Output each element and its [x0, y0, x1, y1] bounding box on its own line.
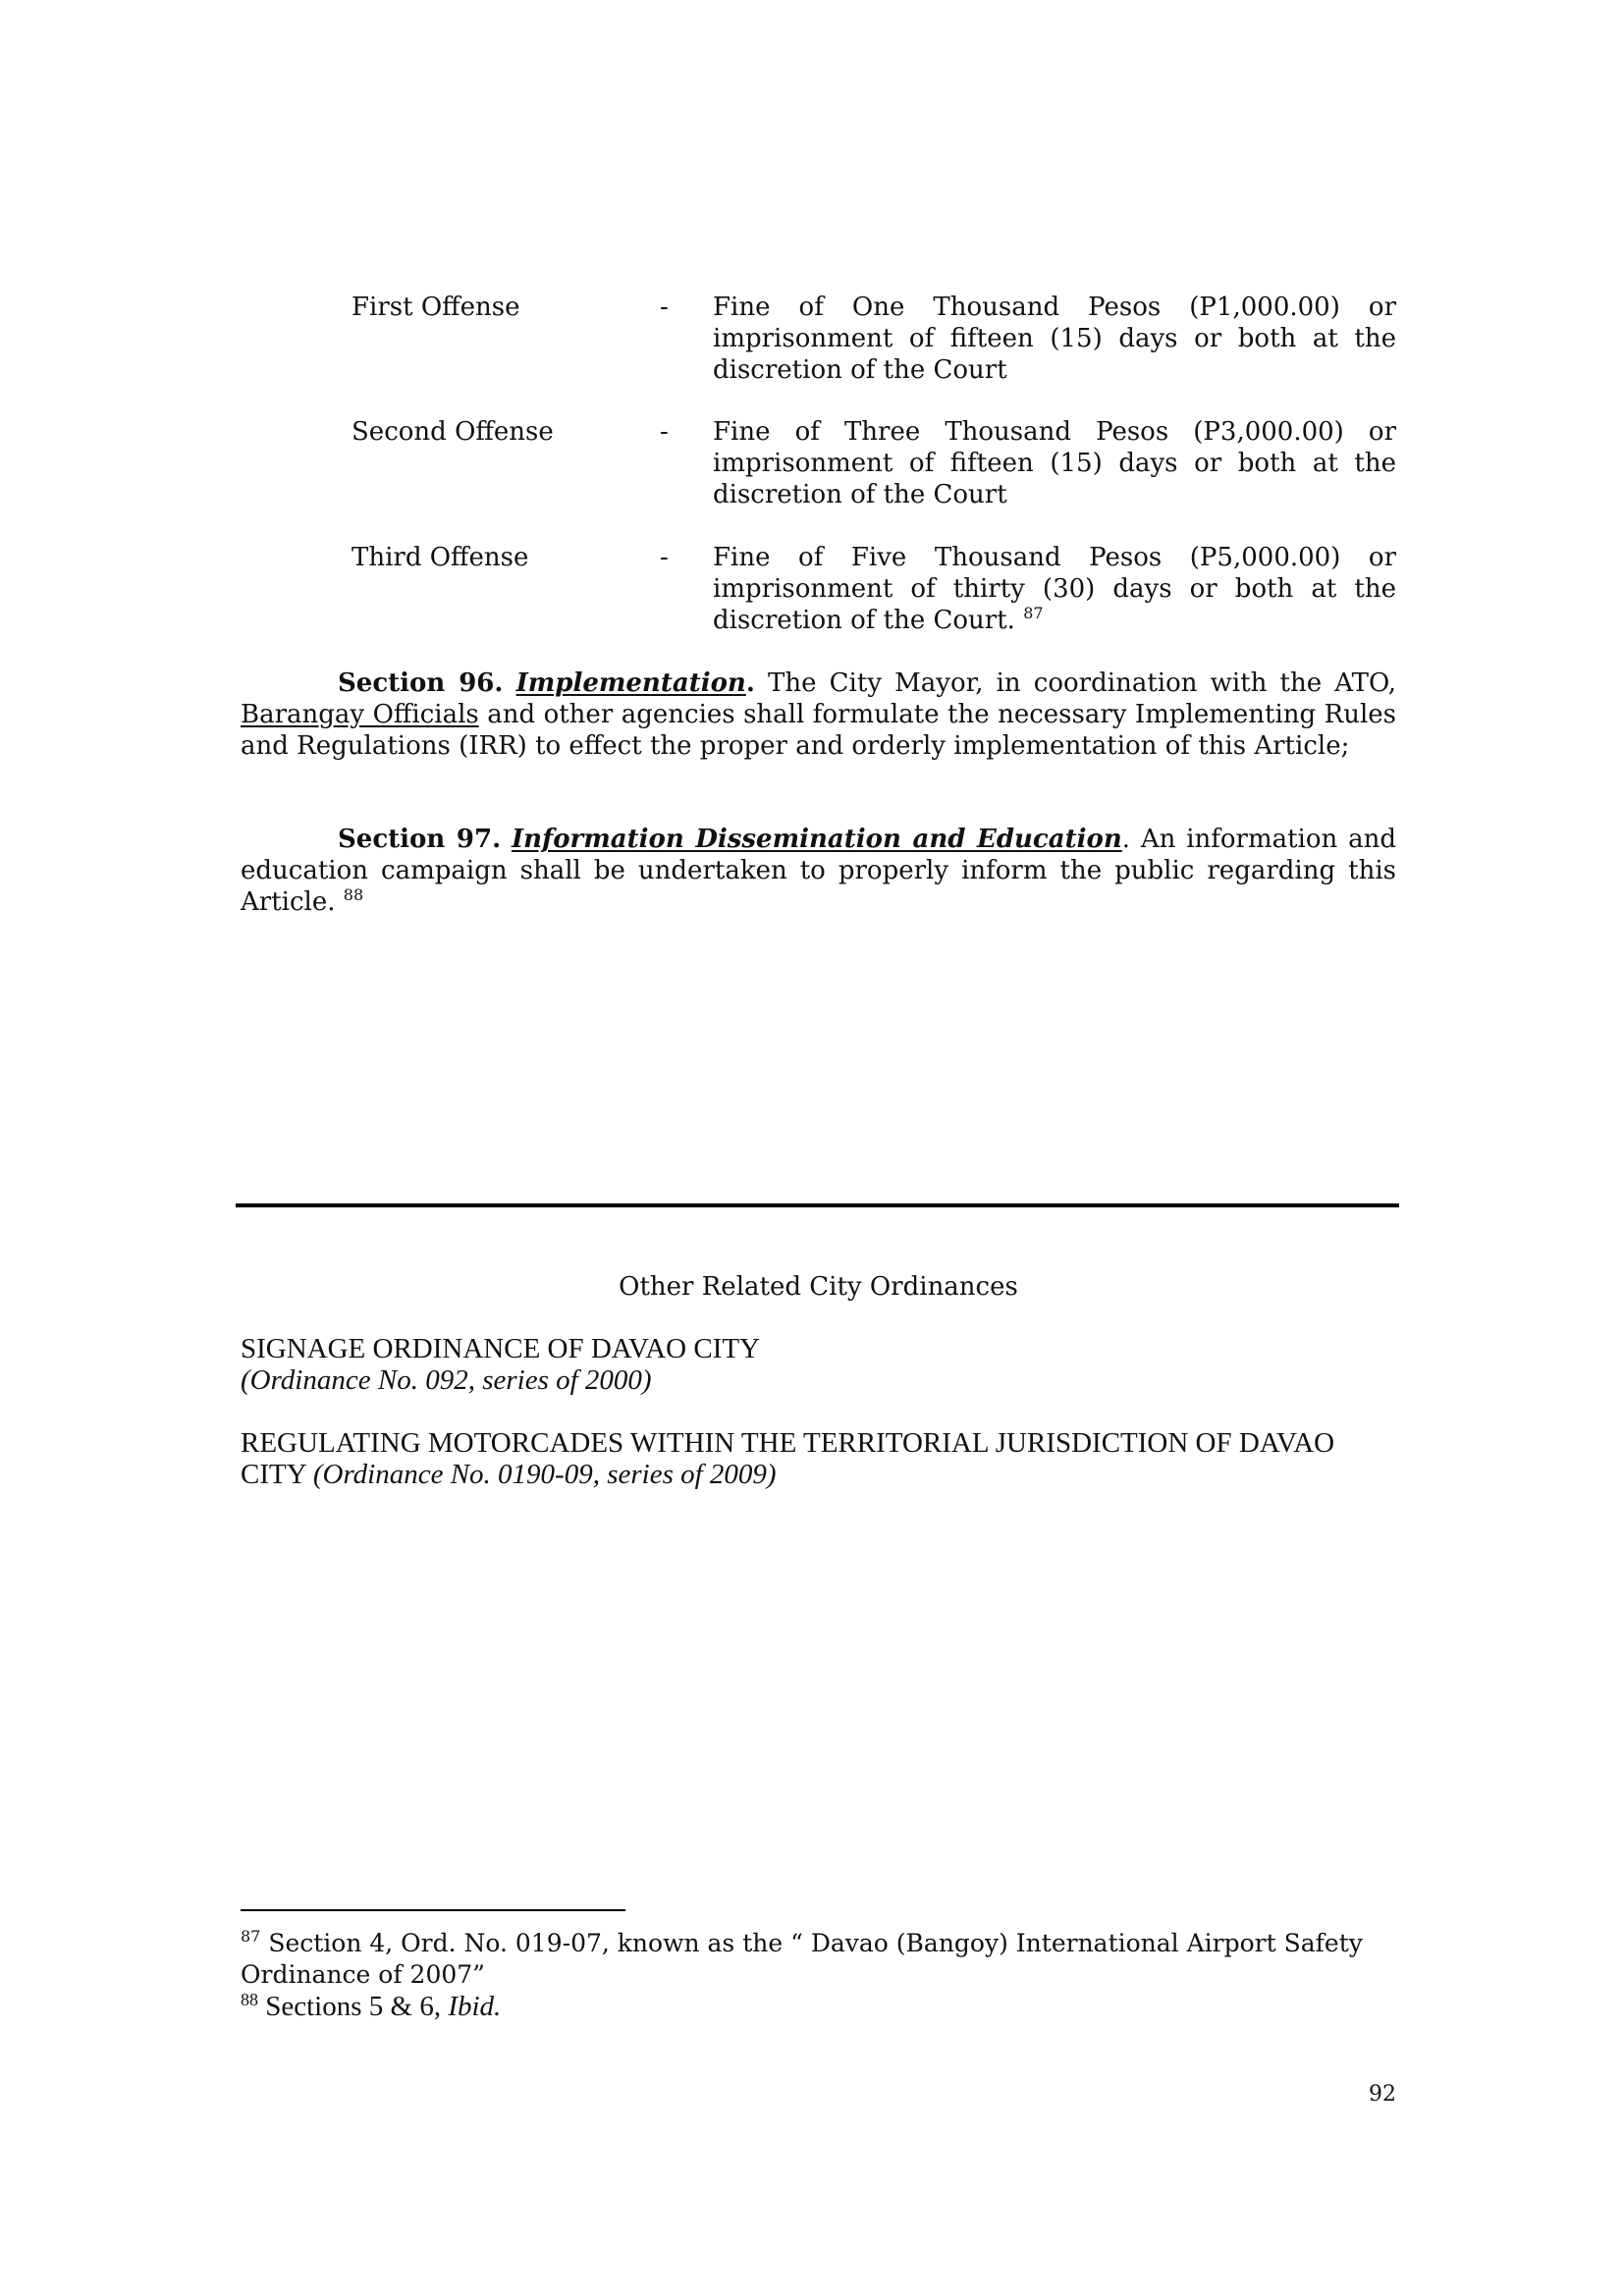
dash-separator: -: [660, 543, 669, 572]
section-number: Section 97.: [338, 825, 502, 854]
offense-label: Second Offense: [352, 417, 554, 447]
section-title-period: .: [745, 668, 755, 698]
section-title: Information Dissemination and Education: [511, 825, 1122, 854]
penalty-description: Fine of Three Thousand Pesos (P3,000.00) or imprisonment of fifteen (15) days or both at the discretion of the Court: [713, 417, 1396, 509]
dash-separator: -: [660, 293, 669, 322]
penalty-row: [352, 292, 1396, 386]
section-number: Section 96.: [338, 668, 504, 698]
footnote-ref: 87: [1023, 604, 1044, 622]
ordinance-citation: (Ordinance No. 092, series of 2000): [241, 1364, 652, 1396]
ordinance-title: SIGNAGE ORDINANCE OF DAVAO CITY: [241, 1333, 761, 1364]
offense-label: Third Offense: [352, 543, 529, 572]
footnote-number: 87: [241, 1927, 261, 1946]
penalty-row: [352, 542, 1396, 636]
ordinance-citation: (Ordinance No. 0190-09, series of 2009): [312, 1459, 777, 1490]
related-ordinances-heading: Other Related City Ordinances: [619, 1272, 1018, 1302]
section-title: Implementation: [515, 668, 746, 698]
dash-separator: -: [660, 417, 669, 447]
penalty-description: Fine of One Thousand Pesos (P1,000.00) or imprisonment of fifteen (15) days or both at the discretion of the Court: [713, 293, 1396, 385]
penalty-text: [713, 416, 1396, 510]
section-text: An information and education campaign shall be undertaken to properly inform the public regarding this Article.: [241, 825, 1396, 917]
footnote-text: Section 4, Ord. No. 019-07, known as the “ Davao (Bangoy) International Airport Safety Ordinance of 2007”: [241, 1929, 1363, 1989]
section-97-paragraph: [241, 824, 1396, 918]
section-title-period: .: [1121, 825, 1131, 854]
section-text: The City Mayor, in coordination with the ATO,: [768, 668, 1397, 698]
ordinance-title: REGULATING MOTORCADES WITHIN THE TERRITORIAL JURISDICTION OF DAVAO CITY: [241, 1427, 1335, 1490]
underlined-term: Barangay Officials: [241, 700, 479, 729]
footnote: [241, 1928, 1396, 1991]
footnote-ref: 88: [343, 885, 364, 904]
section-divider: [236, 1203, 1399, 1207]
penalty-text: [713, 542, 1396, 636]
footnote-number: 88: [241, 1990, 258, 2009]
footnote: [241, 1991, 1396, 2022]
penalty-row: [352, 416, 1396, 510]
penalty-description: Fine of Five Thousand Pesos (P5,000.00) or imprisonment of thirty (30) days or both at the discretion of the Court.: [713, 543, 1396, 635]
penalty-text: [713, 292, 1396, 386]
section-text: and other agencies shall formulate the necessary Implementing Rules and Regulations (IRR) to effect the proper and orderly implementation of this Article;: [241, 700, 1396, 761]
related-ordinance-item: [241, 1427, 1396, 1490]
footnote-separator: [241, 1909, 625, 1911]
section-96-paragraph: [241, 667, 1396, 762]
page-number: 92: [1369, 2082, 1396, 2107]
offense-label: First Offense: [352, 293, 520, 322]
footnote-text: Sections 5 & 6,: [265, 1991, 442, 2022]
related-ordinance-item: [241, 1333, 1396, 1396]
footnote-italic-text: Ibid.: [448, 1991, 502, 2022]
